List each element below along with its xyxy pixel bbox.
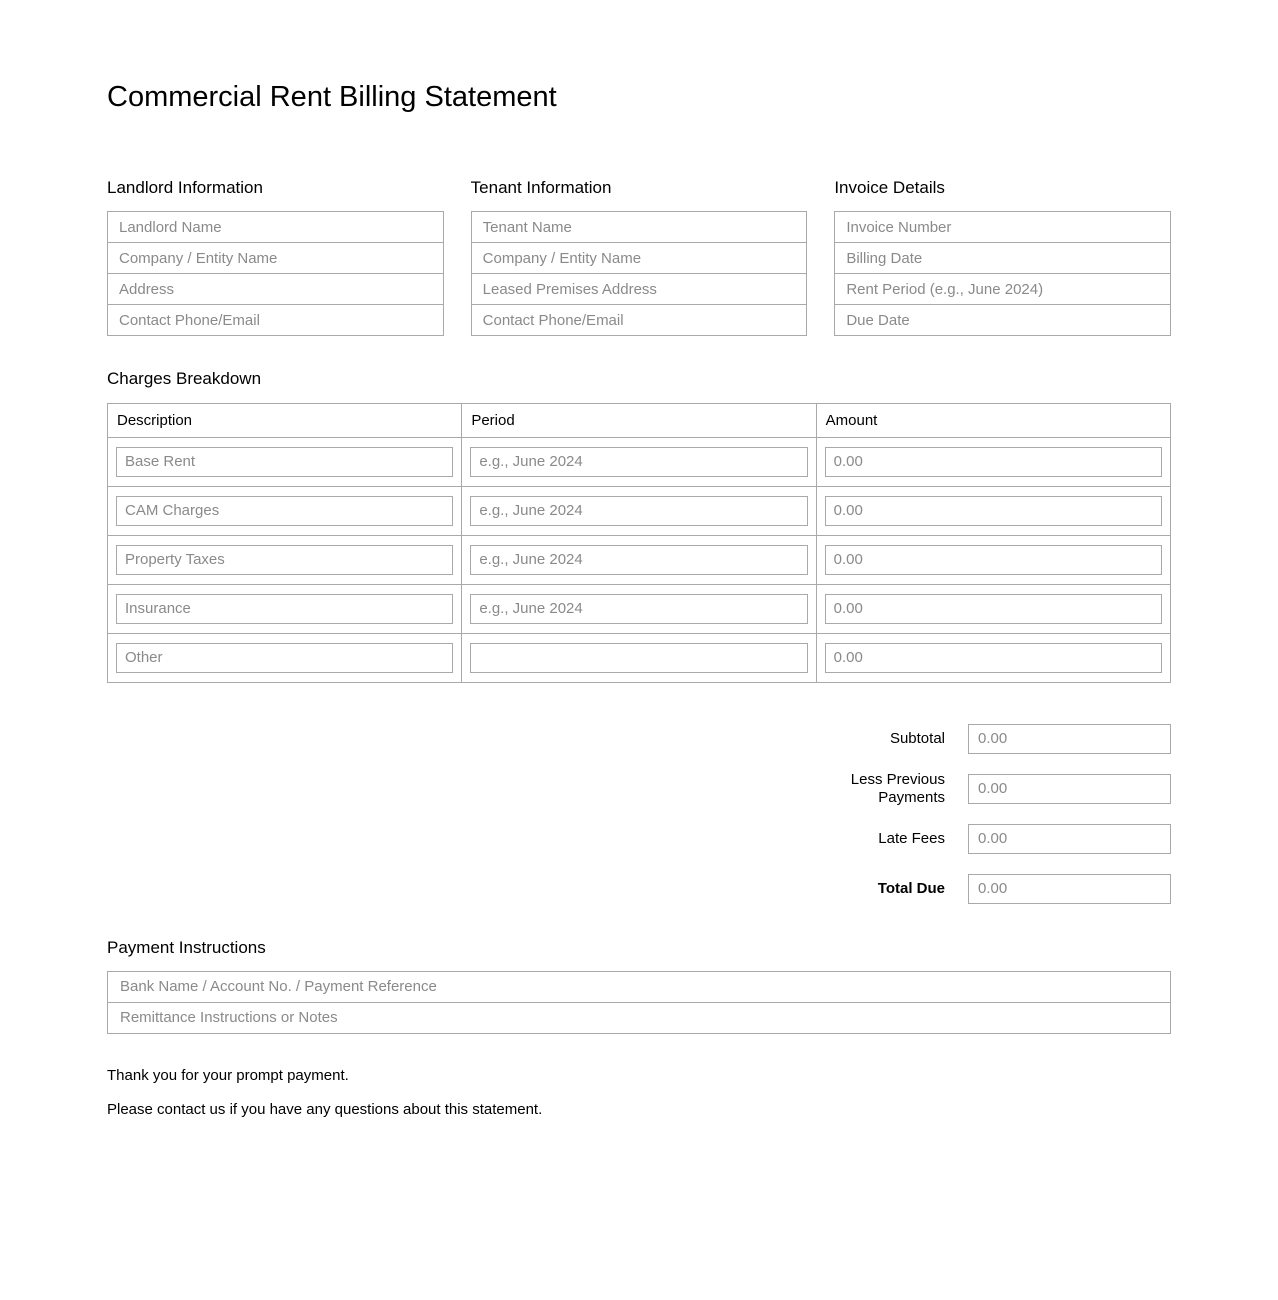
cam-charges-description-input[interactable]: [116, 496, 453, 526]
other-amount-input[interactable]: [825, 643, 1162, 673]
base-rent-amount-input[interactable]: [825, 447, 1162, 477]
charges-table: [107, 403, 1171, 683]
late-fees-label: Late Fees: [878, 829, 945, 847]
landlord-fields: [107, 211, 444, 336]
landlord-section: [107, 178, 444, 336]
page-title: Commercial Rent Billing Statement: [107, 81, 557, 113]
charge-row-insurance: [108, 584, 1171, 633]
subtotal-label: Subtotal: [889, 729, 945, 747]
landlord-company-input[interactable]: [107, 242, 444, 274]
tenant-company-input[interactable]: [471, 242, 808, 274]
tenant-premises-address-input[interactable]: [471, 273, 808, 305]
cam-charges-amount-input[interactable]: [825, 496, 1162, 526]
charge-row-other: [108, 633, 1171, 682]
remittance-notes-input[interactable]: [107, 1002, 1171, 1034]
charge-row-property-taxes: [108, 535, 1171, 584]
totals-section: [815, 714, 1171, 914]
tenant-section: [471, 178, 808, 336]
insurance-period-input[interactable]: [470, 594, 807, 624]
base-rent-period-input[interactable]: [470, 447, 807, 477]
payment-fields: [107, 971, 1171, 1034]
charges-col-amount: Amount: [816, 403, 1170, 437]
total-due-input[interactable]: [968, 874, 1171, 904]
charge-row-cam-charges: [108, 486, 1171, 535]
invoice-section: [834, 178, 1171, 336]
other-description-input[interactable]: [116, 643, 453, 673]
subtotal-input[interactable]: [968, 724, 1171, 754]
billing-date-input[interactable]: [834, 242, 1171, 274]
late-fees-row: [815, 814, 1171, 864]
tenant-heading: Tenant Information: [470, 177, 612, 197]
invoice-number-input[interactable]: [834, 211, 1171, 243]
tenant-fields: [471, 211, 808, 336]
invoice-fields: [834, 211, 1171, 336]
landlord-address-input[interactable]: [107, 273, 444, 305]
landlord-heading: Landlord Information: [107, 177, 263, 197]
total-due-label: Total Due: [877, 879, 945, 897]
subtotal-row: [815, 714, 1171, 764]
footer-thank-you-text: Thank you for your prompt payment.: [107, 1066, 349, 1084]
total-due-row: [815, 864, 1171, 914]
property-taxes-amount-input[interactable]: [825, 545, 1162, 575]
property-taxes-period-input[interactable]: [470, 545, 807, 575]
property-taxes-description-input[interactable]: [116, 545, 453, 575]
payment-instructions-heading: Payment Instructions: [107, 937, 266, 957]
due-date-input[interactable]: [834, 304, 1171, 336]
charges-header-row: [108, 403, 1171, 437]
less-previous-payments-row: [815, 764, 1171, 814]
insurance-description-input[interactable]: [116, 594, 453, 624]
landlord-contact-input[interactable]: [107, 304, 444, 336]
bank-account-reference-input[interactable]: [107, 971, 1171, 1003]
base-rent-description-input[interactable]: [116, 447, 453, 477]
less-previous-payments-label: Less Previous Payments: [850, 770, 945, 806]
tenant-contact-input[interactable]: [471, 304, 808, 336]
rent-period-input[interactable]: [834, 273, 1171, 305]
late-fees-input[interactable]: [968, 824, 1171, 854]
info-grid: [107, 178, 1171, 336]
footer-contact-text: Please contact us if you have any questions about this statement.: [107, 1100, 543, 1118]
insurance-amount-input[interactable]: [825, 594, 1162, 624]
charges-col-period: Period: [462, 403, 816, 437]
charges-heading: Charges Breakdown: [107, 369, 262, 389]
invoice-heading: Invoice Details: [834, 177, 945, 197]
charges-col-description: Description: [108, 403, 462, 437]
less-previous-payments-input[interactable]: [968, 774, 1171, 804]
cam-charges-period-input[interactable]: [470, 496, 807, 526]
tenant-name-input[interactable]: [471, 211, 808, 243]
other-period-input[interactable]: [470, 643, 807, 673]
charge-row-base-rent: [108, 437, 1171, 486]
landlord-name-input[interactable]: [107, 211, 444, 243]
